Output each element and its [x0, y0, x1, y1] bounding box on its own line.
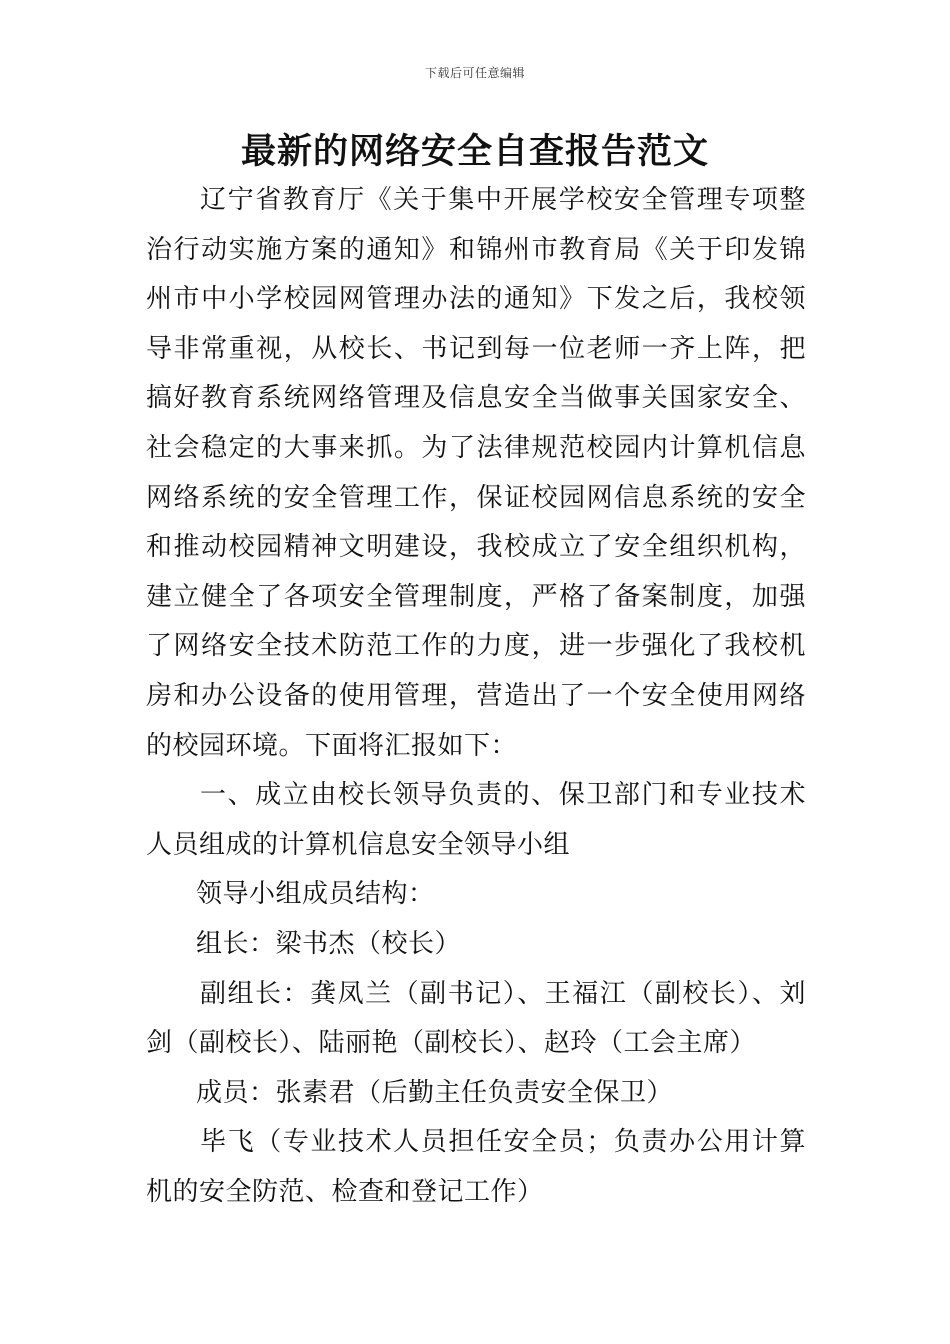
member-line-2: 毕飞（专业技术人员担任安全员；负责办公用计算机的安全防范、检查和登记工作）	[146, 1127, 806, 1207]
member-line-1: 成员：张素君（后勤主任负责安全保卫）	[196, 1077, 674, 1108]
group-leader-line: 组长：梁书杰（校长）	[196, 928, 462, 959]
document-body	[146, 176, 806, 1217]
header-note: 下载后可任意编辑	[424, 66, 525, 80]
deputy-leaders-line: 副组长：龚凤兰（副书记）、王福江（副校长）、刘剑（副校长）、陆丽艳（副校长）、赵玲（工会主席）	[146, 978, 806, 1059]
section-heading-1: 一、成立由校长领导负责的、保卫部门和专业技术人员组成的计算机信息安全领导小组	[146, 780, 806, 860]
intro-paragraph: 辽宁省教育厅《关于集中开展学校安全管理专项整治行动实施方案的通知》和锦州市教育局《关于印发锦州市中小学校园网管理办法的通知》下发之后，我校领导非常重视，从校长、书记到每一位老师一齐上阵，把搞好教育系统网络管理及信息安全当做事关国家安全、社会稳定的大事来抓。为了法律规范校园内计算机信息网络系统的安全管理工作，保证校园网信息系统的安全和推动校园精神文明建设，我校成立了安全组织机构，建立健全了各项安全管理制度，严格了备案制度，加强了网络安全技术防范工作的力度，进一步强化了我校机房和办公设备的使用管理，营造出了一个安全使用网络的校园环境。下面将汇报如下：	[146, 185, 806, 761]
document-title: 最新的网络安全自查报告范文	[240, 132, 709, 172]
group-structure-label: 领导小组成员结构：	[196, 879, 435, 910]
